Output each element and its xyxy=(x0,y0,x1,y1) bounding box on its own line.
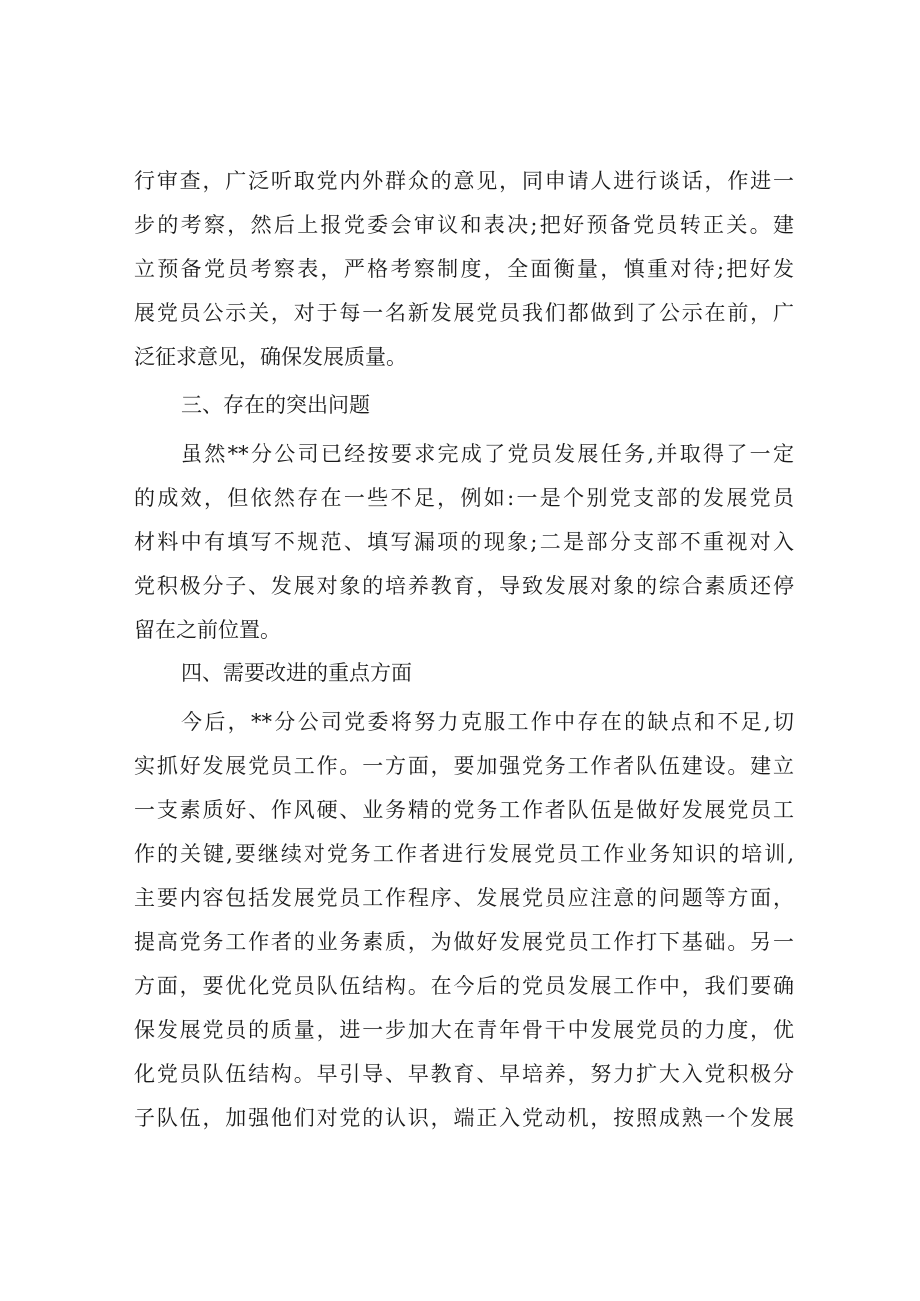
text-line: 泛征求意见，确保发展质量。 xyxy=(134,345,407,369)
text-line: 留在之前位置。 xyxy=(134,618,281,642)
paragraph-party-review xyxy=(134,159,794,379)
text-line: 化党员队伍结构。早引导、早教育、早培养，努力扩大入党积极分 xyxy=(134,1062,794,1086)
paragraph-improvements xyxy=(134,700,794,1140)
text-line: 虽然**分公司已经按要求完成了党员发展任务,并取得了一定 xyxy=(181,442,794,466)
text-line: 材料中有填写不规范、填写漏项的现象;二是部分支部不重视对入 xyxy=(134,530,794,554)
paragraph-problems xyxy=(134,432,794,652)
text-line: 行审查，广泛听取党内外群众的意见，同申请人进行谈话，作进一 xyxy=(134,169,794,193)
text-line: 一支素质好、作风硬、业务精的党务工作者队伍是做好发展党员工 xyxy=(134,798,794,822)
text-line: 的成效，但依然存在一些不足，例如:一是个别党支部的发展党员 xyxy=(134,486,794,510)
text-line: 子队伍，加强他们对党的认识，端正入党动机，按照成熟一个发展 xyxy=(134,1106,794,1130)
text-line: 作的关键,要继续对党务工作者进行发展党员工作业务知识的培训, xyxy=(134,842,794,866)
text-line: 党积极分子、发展对象的培养教育，导致发展对象的综合素质还停 xyxy=(134,574,794,598)
text-line: 立预备党员考察表，严格考察制度，全面衡量，慎重对待;把好发 xyxy=(134,257,794,281)
text-line: 保发展党员的质量，进一步加大在青年骨干中发展党员的力度，优 xyxy=(134,1018,794,1042)
text-line: 主要内容包括发展党员工作程序、发展党员应注意的问题等方面， xyxy=(134,886,794,910)
text-line: 提高党务工作者的业务素质，为做好发展党员工作打下基础。另一 xyxy=(134,930,794,954)
section-heading-problems xyxy=(134,383,794,427)
text-line: 方面，要优化党员队伍结构。在今后的党员发展工作中，我们要确 xyxy=(134,974,794,998)
section-heading: 三、存在的突出问题 xyxy=(181,393,370,417)
text-line: 展党员公示关，对于每一名新发展党员我们都做到了公示在前，广 xyxy=(134,301,794,325)
text-line: 步的考察，然后上报党委会审议和表决;把好预备党员转正关。建 xyxy=(134,213,794,237)
section-heading-improvements xyxy=(134,651,794,695)
section-heading: 四、需要改进的重点方面 xyxy=(181,661,412,685)
text-line: 今后，**分公司党委将努力克服工作中存在的缺点和不足,切 xyxy=(181,710,794,734)
text-line: 实抓好发展党员工作。一方面，要加强党务工作者队伍建设。建立 xyxy=(134,754,794,778)
